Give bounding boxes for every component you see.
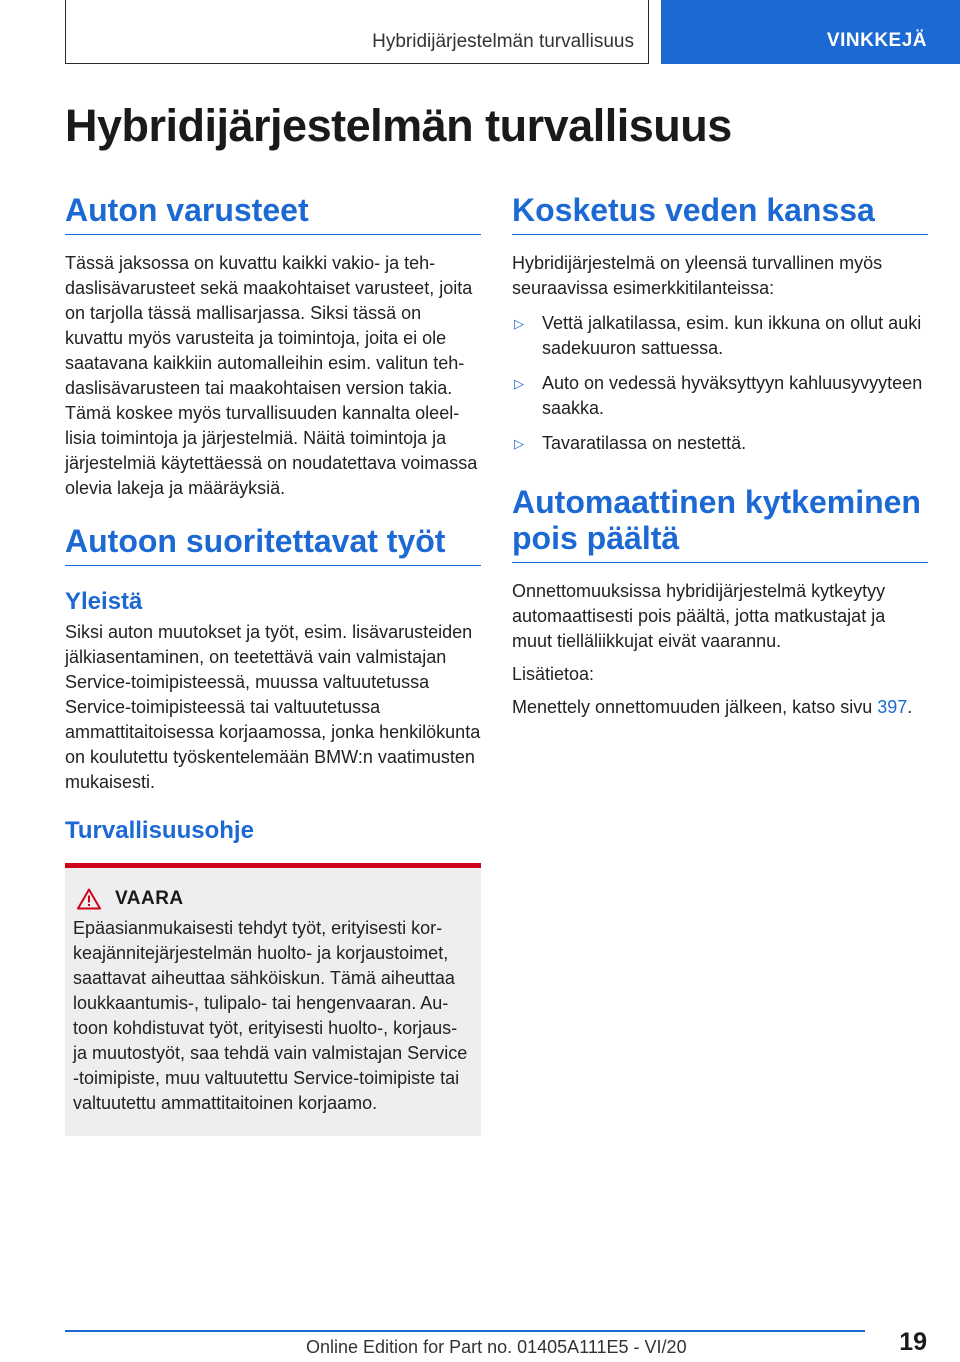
warning-text: Epäasianmukaisesti tehdyt työt, erityisesti korkeajännitejärjestelmän huolto- ja korjaustoimet, saattavat aiheuttaa sähköiskun. Tämä aiheuttaa loukkaantumis-, tulipalo- tai hengenvaaran. Autoon kohdistuvat työt, erityisesti huolto-, korjaus- ja muutostyöt, saa tehdä vain valmistajan Service -toimipiste, muu valtuutettu Service-toimipiste tai valtuutettu ammattitaitoinen korjaamo. [73,918,468,1113]
list-item: ▷ Auto on vedessä hyväksyttyyn kahluusyvyyteen saakka. [514,373,923,418]
running-header-title: Hybridijärjestelmän turvallisuus [372,31,634,52]
auto-shutoff-paragraph: Onnettomuuksissa hybridijärjestelmä kytkeytyy automaattisesti pois päältä, jotta matkustajat ja muut tielläliikkujat eivät vaarannu. [512,581,886,651]
list-item: ▷ Vettä jalkatilassa, esim. kun ikkuna on ollut auki sadekuuron sattuessa. [514,313,922,358]
triangle-bullet-icon: ▷ [514,436,524,451]
footer-divider [65,1330,865,1332]
water-contact-paragraph: Hybridijärjestelmä on yleensä turvallinen myös seuraavissa esimerkkitilanteissa: [512,253,883,298]
left-column [65,192,481,1136]
water-contact-list [512,311,928,456]
right-column [512,192,928,728]
section-heading-equipment: Auton varusteet [65,192,481,235]
running-header [65,0,649,64]
section-heading-car-work: Autoon suoritettavat työt [65,523,481,566]
more-info-label: Lisätietoa: [512,664,595,684]
page-number: 19 [899,1328,927,1356]
triangle-bullet-icon: ▷ [514,316,524,331]
section-heading-auto-shutoff: Automaattinen kytkeminen pois päältä [512,484,928,563]
equipment-paragraph: Tässä jaksossa on kuvattu kaikki vakio- ja tehdaslisävarusteet sekä maakohtaiset varusteet, joita on tarjolla tässä mallisarjassa. Siksi tässä on kuvattu myös varusteita ja toimintoja, joita ei ole saatavana kaikkiin automalleihin esim. valitun tehdaslisävarusteen tai maakohtaisen version takia. Tämä koskee myös turvallisuuden kannalta oleellisia toimintoja ja järjestelmiä. Näitä toimintoja ja järjestelmiä käytettäessä on noudatettava voimassa olevia lakeja ja määräyksiä. [65,253,478,498]
warning-label: VAARA [115,888,184,909]
subheading-safety-note: Turvallisuusohje [65,817,254,844]
subheading-general: Yleistä [65,588,143,615]
section-tab[interactable] [661,0,960,64]
section-tab-label: VINKKEJÄ [826,30,927,51]
warning-header [73,888,473,910]
warning-triangle-icon [77,888,101,910]
cross-reference: Menettely onnettomuuden jälkeen, katso sivu 397. [512,697,913,717]
car-work-paragraph: Siksi auton muutokset ja työt, esim. lisävarusteiden jälkiasentaminen, on teetettävä vain valmistajan Service-toimipisteessä, muussa valtuutetussa Service-toimipisteessä tai valtuutetussa ammattitaitoisessa korjaamossa, jonka henkilökunta on koulutettu työskentelemään BMW:n vaatimusten mukaisesti. [65,622,481,792]
footer-edition-text: Online Edition for Part no. 01405A111E5 - VI/20 [306,1337,687,1357]
page-title: Hybridijärjestelmän turvallisuus [65,100,732,151]
page-reference-link[interactable]: 397 [877,697,908,717]
triangle-bullet-icon: ▷ [514,376,524,391]
section-heading-water-contact: Kosketus veden kanssa [512,192,928,235]
list-item: ▷ Tavaratilassa on nestettä. [512,431,928,456]
warning-box [65,863,481,1136]
